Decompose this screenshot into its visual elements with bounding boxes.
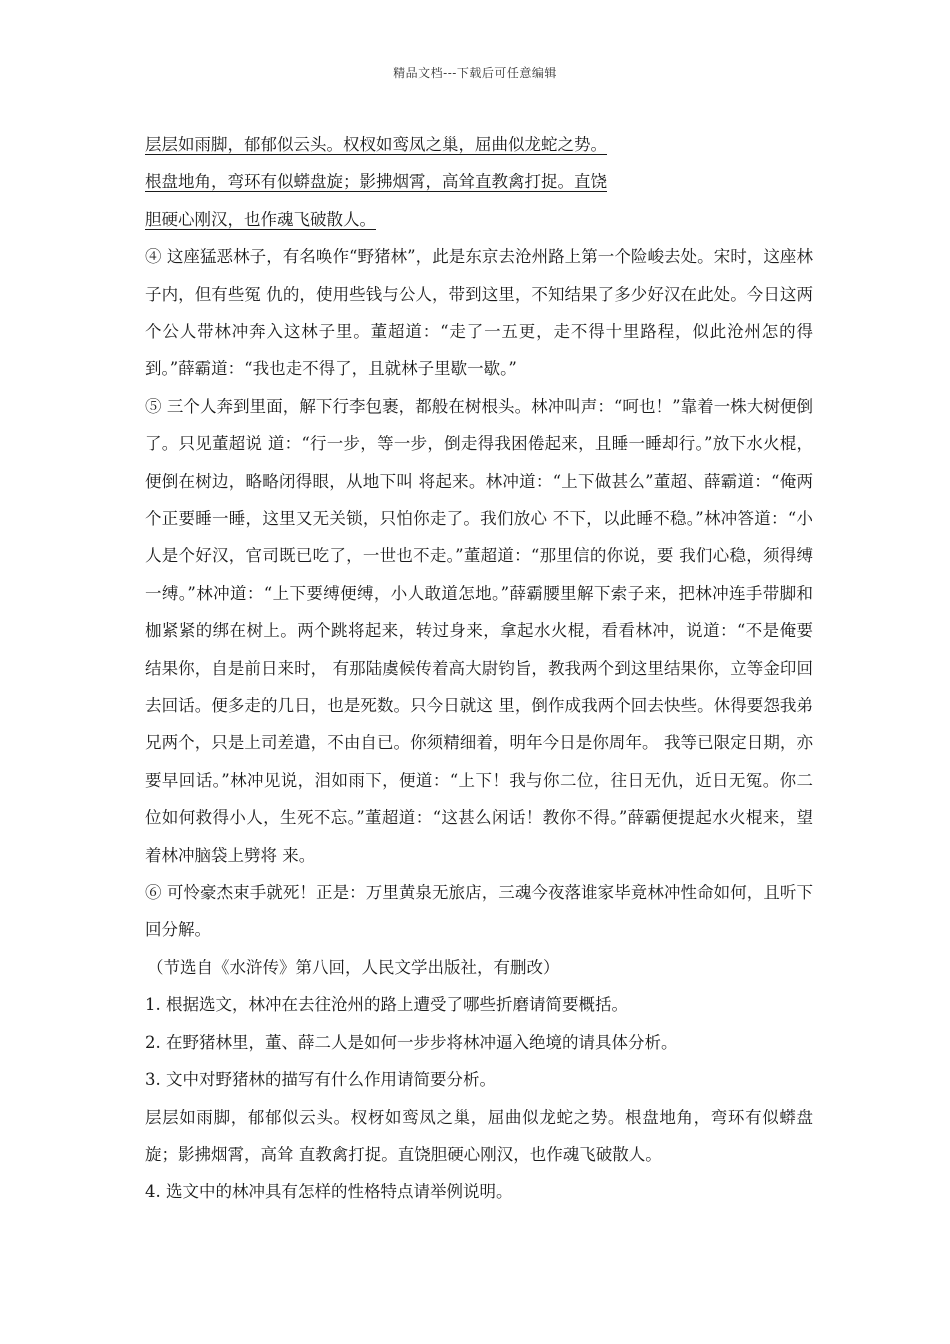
question-3: 3. 文中对野猪林的描写有什么作用请简要分析。 <box>145 1070 496 1090</box>
paragraph-5: ⑤ 三个人奔到里面，解下行李包裹，都般在树根头。林冲叫声：“呵也！”靠着一株大树便倒了。只见董超说 道：“行一步，等一步，倒走得我困倦起来，且睡一睡却行。”放下水火棍，便倒在树边，略略闭得眼，从地下叫 将起来。林冲道：“上下做甚么”董超、薛霸道：“俺两个正要睡一睡，这里又无关锁，只怕你走了。我们放心 不下，以此睡不稳。”林冲答道：“小人是个好汉，官司既已吃了，一世也不走。”董超道：“那里信的你说，要 我们心稳，须得缚一缚。”林冲道：“上下要缚便缚，小人敢道怎地。”薛霸腰里解下索子来，把林冲连手带脚和 枷紧紧的绑在树上。两个跳将起来，转过身来，拿起水火棍，看看林冲，说道：“不是俺要结果你，自是前日来时， 有那陆虞候传着高大尉钧旨，教我两个到这里结果你，立等金印回去回话。便多走的几日，也是死数。只今日就这 里，倒作成我两个回去快些。休得要怨我弟兄两个，只是上司差遣，不由自已。你须精细着，明年今日是你周年。 我等已限定日期，亦要早回话。”林冲见说，泪如雨下，便道：“上下！我与你二位，往日无仇，近日无冤。你二 位如何救得小人，生死不忘。”董超道：“这甚么闲话！教你不得。”薛霸便提起水火棍来，望着林冲脑袋上劈将 来。 <box>145 396 813 865</box>
underlined-passage-line: 胆硬心刚汉，也作魂飞破散人。 <box>145 209 376 229</box>
question-2: 2. 在野猪林里，董、薛二人是如何一步步将林冲逼入绝境的请具体分析。 <box>145 1032 678 1052</box>
underlined-passage-line: 根盘地角，弯环有似蟒盘旋；影拂烟霄，高耸直教禽打捉。直饶 <box>145 172 607 192</box>
quoted-passage: 层层如雨脚，郁郁似云头。杈枒如鸾凤之巢，屈曲似龙蛇之势。根盘地角，弯环有似蟒盘旋；影拂烟霄，高耸 直教禽打捉。直饶胆硬心刚汉，也作魂飞破散人。 <box>145 1107 813 1164</box>
page-header: 精品文档---下载后可任意编辑 <box>393 66 557 80</box>
document-body <box>145 126 813 1211</box>
paragraph-4: ④ 这座猛恶林子，有名唤作“野猪林”，此是东京去沧州路上第一个险峻去处。宋时，这座林子内，但有些冤 仇的，使用些钱与公人，带到这里，不知结果了多少好汉在此处。今日这两个公人带林冲奔入这林子里。董超道：“走了一五更，走不得十里路程，似此沧州怎的得到。”薛霸道：“我也走不得了，且就林子里歇一歇。” <box>145 247 813 379</box>
question-1: 1. 根据选文，林冲在去往沧州的路上遭受了哪些折磨请简要概括。 <box>145 995 628 1015</box>
question-4: 4. 选文中的林冲具有怎样的性格特点请举例说明。 <box>145 1182 513 1202</box>
paragraph-6: ⑥ 可怜豪杰束手就死！正是：万里黄泉无旅店，三魂今夜落谁家毕竟林冲性命如何，且听下回分解。 <box>145 883 813 940</box>
source-citation: （节选自《水浒传》第八回，人民文学出版社，有删改） <box>147 957 560 977</box>
underlined-passage-line: 层层如雨脚，郁郁似云头。权杈如鸾凤之巢，屈曲似龙蛇之势。 <box>145 135 607 154</box>
